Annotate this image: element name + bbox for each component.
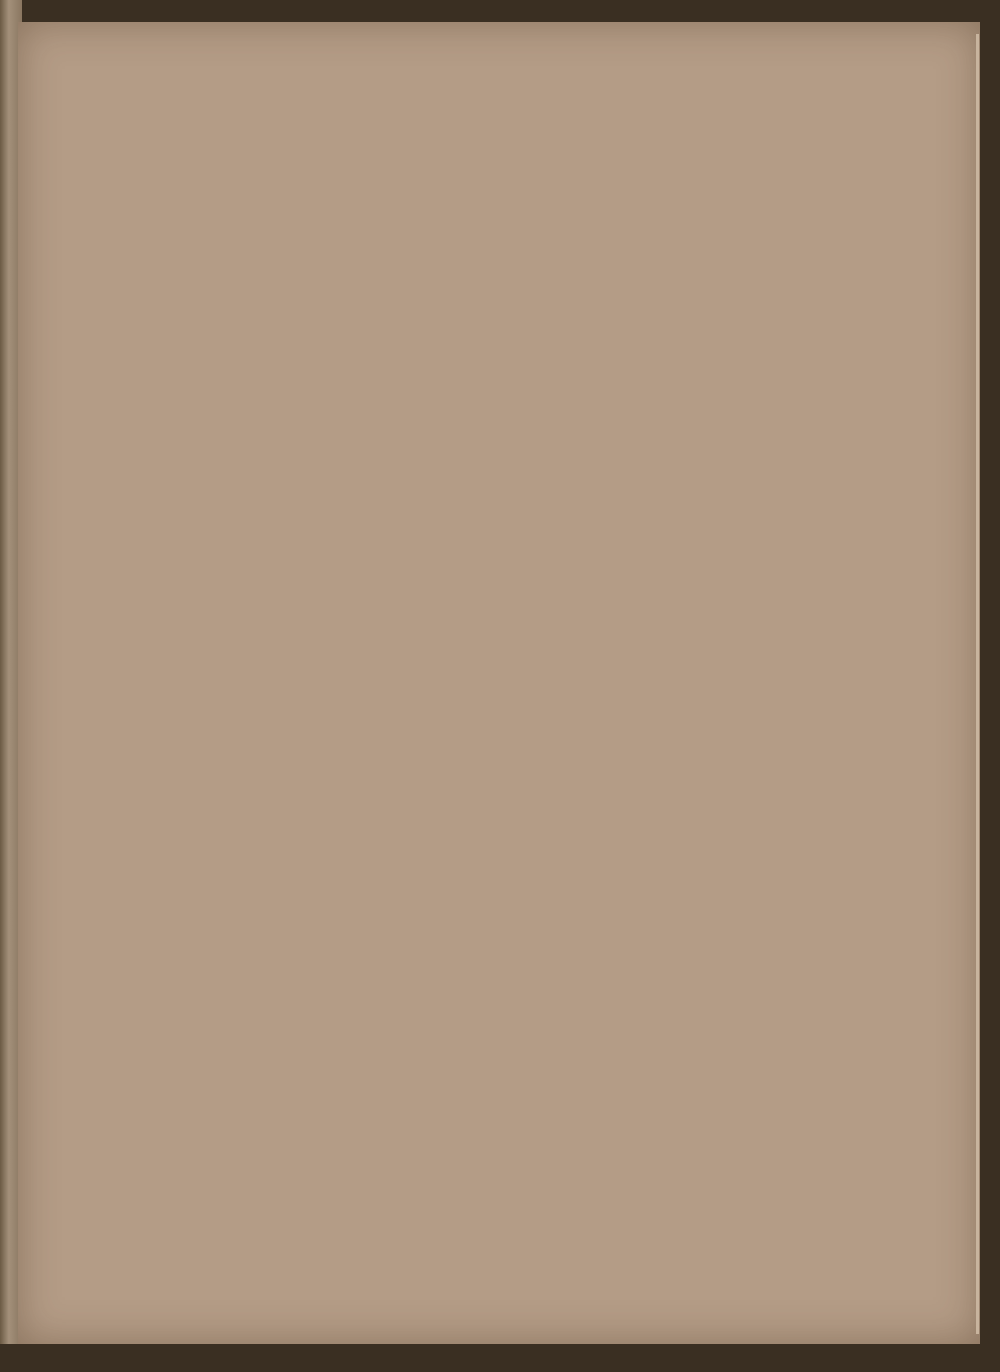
observation-heading	[138, 108, 790, 142]
digitization-credit	[606, 1352, 616, 1368]
page-header	[128, 64, 790, 104]
book-page	[18, 22, 980, 1344]
page-edge	[976, 34, 979, 1334]
page-text	[128, 64, 790, 178]
page-footer	[128, 146, 790, 178]
